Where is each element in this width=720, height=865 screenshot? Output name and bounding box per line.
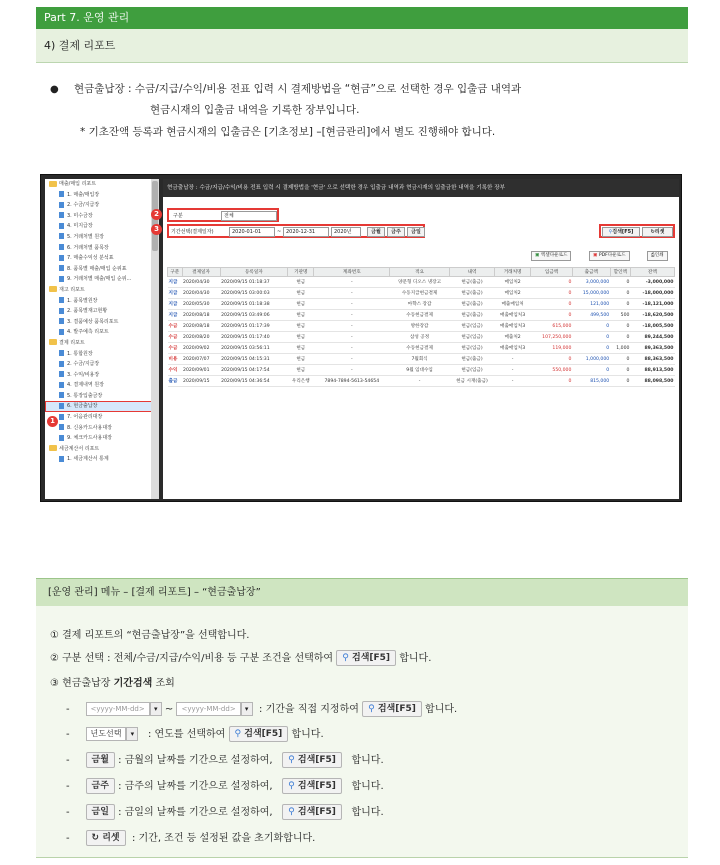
table-cell: 7월회식 [390,354,450,365]
type-filter [167,208,279,222]
table-cell: 2020/09/15 01:18:38 [220,299,288,310]
table-row[interactable] [168,310,675,321]
tree-item-label: 1. 매출/매입장 [67,191,100,198]
tree-item-label: 5. 거래처별 원장 [67,233,104,240]
table-cell: 양문형 디오스 냉장고 [390,277,450,288]
search-button[interactable]: ⚲검색[F5] [602,227,640,237]
table-cell: 현금(출금) [450,299,495,310]
table-cell: 매출매입처3 [494,343,530,354]
tree-item[interactable] [45,327,159,338]
document-icon [59,435,64,441]
excel-download-button[interactable]: ▣ 엑셀다운로드 [531,251,571,261]
table-cell: 현금 [288,343,314,354]
table-cell: 0 [610,332,630,343]
table-cell: 2020/09/15 01:18:37 [220,277,288,288]
table-cell: 615,000 [531,321,573,332]
table-cell: 현금(입금) [450,365,495,376]
table-row[interactable] [168,354,675,365]
tree-item[interactable] [45,306,159,317]
tree-item-label: 3. 결품예상 품목리포트 [67,318,119,325]
table-cell: 88,098,500 [630,376,674,387]
table-cell: 2020/09/15 01:17:40 [220,332,288,343]
table-cell: 1,000,000 [572,354,610,365]
report-panel [154,179,679,499]
day-button[interactable]: 금일 [407,227,425,237]
tree-item-label: 3. 수익/비용장 [67,371,100,378]
guide-title: [운영 관리] 메뉴 – [결제 리포트] – “현금출납장” [36,578,688,606]
column-header[interactable]: 할인액 [610,268,630,277]
type-select[interactable]: 전체 [221,211,277,221]
reset-button-sample: ↻ 리셋 [86,830,126,846]
table-cell: 수동현금결제 [390,310,450,321]
year-select[interactable]: 2020년 [331,227,361,237]
table-cell: 0 [610,376,630,387]
table-cell: 0 [531,299,573,310]
tree-item[interactable] [45,211,159,222]
table-cell: 2020/09/15 04:15:31 [220,354,288,365]
folder-icon [49,445,57,451]
table-cell: 2020/07/07 [182,354,220,365]
document-icon [59,276,64,282]
table-cell: 매입처2 [494,277,530,288]
table-cell: 2020/08/20 [182,332,220,343]
table-cell: - [314,332,390,343]
desc-reset: - ↻ 리셋 : 기간, 조건 등 설정된 값을 초기화합니다. [66,829,315,846]
table-cell: 현금(출금) [450,277,495,288]
table-cell: 2020/09/15 03:00:03 [220,288,288,299]
table-cell: 지급 [168,310,183,321]
table-cell: 현금 [288,277,314,288]
year-select-sample: 년도선택 [86,727,127,741]
table-cell: 현금(입금) [450,332,495,343]
column-header[interactable]: 출금액 [572,268,610,277]
table-cell: 현금 시재(출금) [450,376,495,387]
badge-3: 3 [151,224,162,235]
column-header[interactable]: 구분 [168,268,183,277]
print-button[interactable]: ⎙인쇄 [647,251,668,261]
table-cell: 2020/09/15 [182,376,220,387]
document-icon [59,244,64,250]
tree-item-label: 7. 어음관리대장 [67,414,103,421]
table-cell: 지급 [168,277,183,288]
document-icon [59,191,64,197]
step-3: ③ 현금출납장 기간검색 조회 [50,678,175,689]
type-label: 구분 [173,213,183,219]
table-cell: 매출매입처3 [494,310,530,321]
pdf-icon: ▣ [593,253,598,258]
document-icon [59,318,64,324]
tree-item-label: 8. 신용카드사용대장 [67,424,113,431]
table-cell: 9월 임대수입 [390,365,450,376]
table-cell: 0 [531,310,573,321]
intro-line-3: * 기초잔액 등록과 현금시재의 입출금은 [기초정보] –[현금관리]에서 별도 진행해야 합니다. [80,126,496,138]
table-cell: 2020/05/30 [182,299,220,310]
table-cell: 지급 [168,299,183,310]
tree-item-label: 1. 세금계산서 통계 [67,456,109,463]
table-cell: - [390,376,450,387]
table-cell: - [314,343,390,354]
tree-item[interactable] [45,243,159,254]
table-cell: 0 [531,288,573,299]
tree-group[interactable] [45,444,159,455]
document-icon [59,255,64,261]
table-cell: 0 [610,299,630,310]
document-icon [59,456,64,462]
table-cell: 매출매입처3 [494,321,530,332]
table-cell: - [314,354,390,365]
tree-item[interactable] [45,359,159,370]
dropdown-icon: ▾ [126,727,138,741]
tree-item-label: 3. 미수금장 [67,212,93,219]
table-cell: 0 [531,277,573,288]
column-header[interactable]: 기관명 [288,268,314,277]
guide-box [36,578,688,860]
table-cell: 현금(출금) [450,354,495,365]
desc-date-range: - <yyyy-MM-dd> ▾ ~ <yyyy-MM-dd> ▾ : 기간을 직접 지정하여 ⚲ 검색[F5] 합니다. [66,700,457,717]
desc-year: - 년도선택 ▾ : 연도를 선택하여 ⚲ 검색[F5] 합니다. [66,725,324,742]
document-icon [59,371,64,377]
table-cell: 89,244,500 [630,332,674,343]
tree-item[interactable] [45,380,159,391]
document-icon [59,308,64,314]
document-icon [59,361,64,367]
tree-item[interactable] [45,423,159,434]
badge-1: 1 [47,416,58,427]
tree-item[interactable] [45,221,159,232]
column-header[interactable]: 계좌번호 [314,268,390,277]
tree-item[interactable] [45,264,159,275]
desc-week: - 금주 : 금주의 날짜를 기간으로 설정하여, ⚲ 검색[F5] 합니다. [66,777,384,794]
table-cell: 500 [610,310,630,321]
tree-group[interactable] [45,179,159,190]
document-icon [59,424,64,430]
table-cell: 2020/09/15 03:56:11 [220,343,288,354]
menu-tree [45,179,159,499]
table-cell: 0 [610,288,630,299]
table-cell: 현금 [288,288,314,299]
table-cell: 비용 [168,354,183,365]
table-cell: - [494,376,530,387]
folder-icon [49,286,57,292]
tree-item-label: 1. 통합원장 [67,350,93,357]
part-header: Part 7. 운영 관리 [36,7,688,29]
table-cell: 0 [610,354,630,365]
table-cell: 지급 [168,288,183,299]
table-cell: 현금 [288,310,314,321]
table-cell: -18,121,000 [630,299,674,310]
table-cell: 매출처2 [494,332,530,343]
reset-button[interactable]: ↻리셋 [642,227,673,237]
date-to-sample: <yyyy-MM-dd> [176,702,240,716]
table-cell: - [314,277,390,288]
table-cell: 수금 [168,332,183,343]
table-cell: 2020/04/30 [182,288,220,299]
table-cell: 119,000 [531,343,573,354]
tree-item-label: 8. 품목별 매출/매입 순위표 [67,265,127,272]
tree-item-label: 7. 매출수익성 분석표 [67,255,114,262]
table-cell: 2020/09/02 [182,343,220,354]
search-button-sample: ⚲ 검색[F5] [282,804,342,820]
bullet-icon: ● [50,84,59,95]
table-cell: - [314,310,390,321]
table-cell: 2020/08/18 [182,321,220,332]
table-cell: 107,250,000 [531,332,573,343]
folder-icon [49,181,57,187]
table-cell: 1,000 [610,343,630,354]
column-header[interactable]: 적요 [390,268,450,277]
dropdown-icon: ▾ [241,702,253,716]
table-cell: 15,000,000 [572,288,610,299]
table-cell: - [314,299,390,310]
tree-item[interactable] [45,433,159,444]
table-cell: - [314,321,390,332]
table-cell: 499,500 [572,310,610,321]
table-cell: 0 [572,332,610,343]
tree-item-label: 5. 통장입출금장 [67,392,103,399]
tree-item[interactable] [45,454,159,465]
table-cell: 88,913,500 [630,365,674,376]
search-button-sample: ⚲ 검색[F5] [229,726,289,742]
table-cell: 2020/09/15 04:17:54 [220,365,288,376]
search-actions [599,224,675,238]
table-cell: 마햑스 장갑 [390,299,450,310]
tree-item-label: 9. 거래처별 매출/매입 순위... [67,276,132,283]
table-cell: 2020/09/15 04:36:54 [220,376,288,387]
search-button-sample: ⚲ 검색[F5] [282,778,342,794]
tree-item-label: 2. 수금/지급장 [67,361,100,368]
tree-item-label: 결제 리포트 [59,339,85,346]
table-cell: 7894-7894-5613-54654 [314,376,390,387]
table-cell: 현금(입금) [450,321,495,332]
tree-item[interactable] [45,253,159,264]
tree-item-label: 4. 미지급장 [67,223,93,230]
tree-item[interactable] [45,296,159,307]
document-icon [59,223,64,229]
column-header[interactable]: 결제일자 [182,268,220,277]
column-header[interactable]: 등록일자 [220,268,288,277]
document-icon [59,382,64,388]
search-icon: ⚲ [368,704,375,714]
document-icon [59,233,64,239]
tree-item-label: 2. 품목별재고현황 [67,308,108,315]
step-2-text: ② 구분 선택 : 전체/수금/지급/수익/비용 등 구분 조건을 선택하여 [50,653,334,664]
table-cell: 0 [572,321,610,332]
period-label: 기간선택(결제일자) [171,229,214,235]
table-cell: 현금 [288,354,314,365]
table-cell: 현금(출금) [450,288,495,299]
table-cell: 88,363,500 [630,354,674,365]
table-cell: 현금(출금) [450,310,495,321]
table-cell: -3,000,000 [630,277,674,288]
table-cell: 출금 [168,376,183,387]
cash-ledger-table [167,267,675,387]
search-icon: ⚲ [288,781,295,791]
table-cell: 2020/09/15 03:49:06 [220,310,288,321]
table-cell: 0 [572,343,610,354]
document-icon [59,265,64,271]
search-icon: ⚲ [342,653,349,663]
guide-body [36,606,688,858]
table-row[interactable] [168,321,675,332]
table-cell: 0 [531,376,573,387]
table-cell: 0 [572,365,610,376]
tree-item[interactable] [45,349,159,360]
table-cell: - [494,365,530,376]
column-header[interactable]: 입금액 [531,268,573,277]
column-header[interactable]: 내역 [450,268,495,277]
table-cell: 89,363,500 [630,343,674,354]
table-cell: 0 [610,277,630,288]
reset-icon: ↻ [91,833,100,843]
document-icon [59,212,64,218]
date-from-input[interactable]: 2020-01-01 [229,227,275,237]
month-button[interactable]: 금월 [367,227,385,237]
desc-day: - 금일 : 금일의 날짜를 기간으로 설정하여, ⚲ 검색[F5] 합니다. [66,803,384,820]
week-button-sample: 금주 [86,778,115,794]
step-2 [50,649,431,666]
document-icon [59,329,64,335]
tree-item-label: 2. 수금/지급장 [67,202,100,209]
tree-item[interactable] [45,412,159,423]
tree-item-label: 4. 발주예측 리포트 [67,329,109,336]
app-screenshot [40,174,682,502]
pdf-download-button[interactable]: ▣ PDF다운로드 [589,251,630,261]
table-cell: 수익 [168,365,183,376]
search-icon: ⚲ [234,729,242,739]
table-cell: -18,005,500 [630,321,674,332]
report-caption: 현금출납장 : 수금/지급/수익/비용 전표 입력 시 결제방법을 '현금' 으로 선택한 경우 입출금 내역과 현금시재의 입출금한 내역을 기록한 장부 [163,179,679,197]
table-cell: 방한장갑 [390,321,450,332]
tree-item[interactable] [45,391,159,402]
table-cell: -18,620,500 [630,310,674,321]
document-icon [59,350,64,356]
table-row[interactable] [168,376,675,387]
tree-item-label: 재고 리포트 [59,286,85,293]
table-cell: 0 [531,354,573,365]
tree-item-label: 6. 거래처별 품목장 [67,244,109,251]
tree-group[interactable] [45,338,159,349]
tree-item-label: 1. 품목별원장 [67,297,98,304]
tree-item[interactable] [45,232,159,243]
table-cell: 2020/04/30 [182,277,220,288]
tree-item-label: 6. 현금출납장 [67,403,98,410]
table-row[interactable] [168,288,675,299]
table-cell: 3,000,000 [572,277,610,288]
tree-item[interactable] [45,274,159,285]
reset-icon: ↻ [650,229,655,235]
search-icon: ⚲ [288,755,295,765]
table-row[interactable] [168,343,675,354]
day-button-sample: 금일 [86,804,115,820]
table-cell: - [314,288,390,299]
tree-item[interactable] [45,401,159,412]
intro-line-2: 현금시재의 입출금 내역을 기록한 장부입니다. [150,104,360,116]
month-button-sample: 금월 [86,752,115,768]
table-cell: 현금 [288,365,314,376]
week-button[interactable]: 금주 [387,227,405,237]
table-cell: 현금 [288,299,314,310]
search-button-sample: ⚲ 검색[F5] [362,701,422,717]
table-cell: 2020/09/15 01:17:39 [220,321,288,332]
step-2-suffix: 합니다. [399,653,432,664]
table-cell: 매입처2 [494,288,530,299]
table-cell: 수금 [168,343,183,354]
document-icon [59,403,64,409]
print-icon: ⎙ [651,253,655,258]
search-button-sample: ⚲ 검색[F5] [282,752,342,768]
tree-item-label: 9. 체크카드사용대장 [67,435,113,442]
document-icon [59,202,64,208]
table-cell: 우리은행 [288,376,314,387]
desc-month: - 금월 : 금월의 날짜를 기간으로 설정하여, ⚲ 검색[F5] 합니다. [66,751,384,768]
table-cell: 수금 [168,321,183,332]
badge-2: 2 [151,209,162,220]
dropdown-icon: ▾ [150,702,162,716]
table-cell: 550,000 [531,365,573,376]
table-cell: 수동지급현금결제 [390,288,450,299]
intro-line-1: 현금출납장 : 수금/지급/수익/비용 전표 입력 시 결제방법을 “현금”으로 선택한 경우 입출금 내역과 [74,83,522,95]
table-row[interactable] [168,332,675,343]
date-to-input[interactable]: 2020-12-31 [283,227,329,237]
table-cell: 수동현금결제 [390,343,450,354]
table-cell: 2020/08/18 [182,310,220,321]
excel-icon: ▣ [535,253,540,258]
search-icon: ⚲ [608,229,613,235]
document-icon [59,414,64,420]
tree-item-label: 세금계산서 리포트 [59,445,100,452]
table-cell: -18,000,000 [630,288,674,299]
table-row[interactable] [168,365,675,376]
table-cell: 121,000 [572,299,610,310]
column-header[interactable]: 잔액 [630,268,674,277]
step-1: ① 결제 리포트의 “현금출납장”을 선택합니다. [50,630,250,641]
search-icon: ⚲ [288,807,295,817]
table-cell: 삼성 공정 [390,332,450,343]
date-from-sample: <yyyy-MM-dd> [86,702,150,716]
tree-item[interactable] [45,370,159,381]
folder-icon [49,339,57,345]
tree-item-label: 4. 결제내역 원장 [67,382,104,389]
period-filter [167,224,425,238]
table-cell: - [494,354,530,365]
table-cell: 현금 [288,321,314,332]
column-header[interactable]: 거래처명 [494,268,530,277]
document-icon [59,392,64,398]
table-cell: 2020/09/01 [182,365,220,376]
table-cell: 0 [610,321,630,332]
table-row[interactable] [168,299,675,310]
table-cell: 현금(입금) [450,343,495,354]
tree-item[interactable] [45,317,159,328]
document-icon [59,297,64,303]
tilde: ~ [277,229,282,235]
table-cell: 0 [610,365,630,376]
table-cell: 매출매입처 [494,299,530,310]
section-header: 4) 결제 리포트 [36,29,688,63]
table-row[interactable] [168,277,675,288]
tree-item[interactable] [45,190,159,201]
table-cell: 현금 [288,332,314,343]
table-cell: 815,000 [572,376,610,387]
tree-group[interactable] [45,285,159,296]
search-button-sample: ⚲ 검색[F5] [336,650,396,666]
table-cell: - [314,365,390,376]
tree-item[interactable] [45,200,159,211]
tree-item-label: 매출/매입 리포트 [59,181,97,187]
